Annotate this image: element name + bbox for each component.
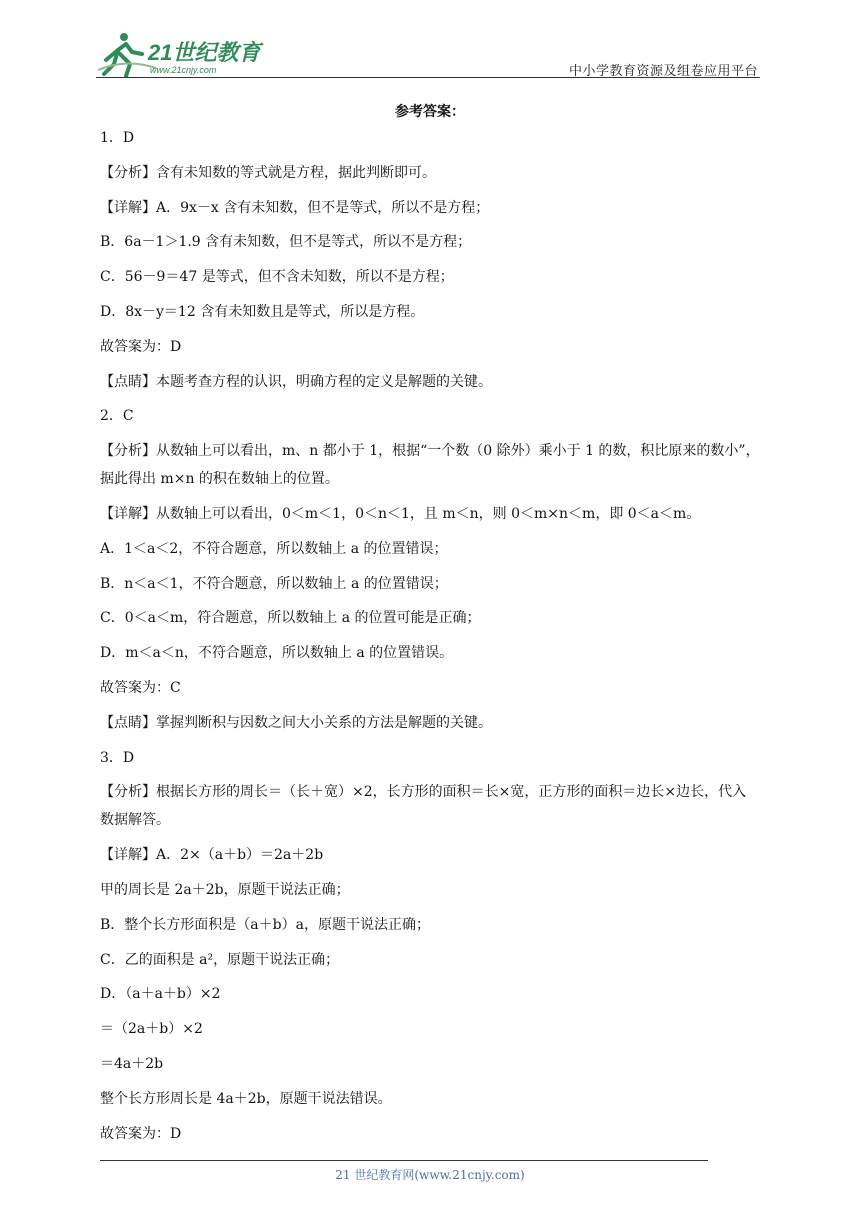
answer-line: 【点睛】掌握判断积与因数之间大小关系的方法是解题的关键。 [100,714,492,731]
answer-line: 故答案为：C [100,679,181,696]
answer-line: D．（a＋a＋b）×2 [100,986,221,1003]
answer-line: 【详解】A．2×（a＋b）＝2a＋2b [100,847,324,864]
logo-url: www.21cnjy.com [150,65,217,75]
answer-line: 【详解】A．9x－x 含有未知数，但不是等式，所以不是方程； [100,199,490,216]
page-footer: 21 世纪教育网(www.21cnjy.com) [335,1168,525,1182]
answer-line: C．乙的面积是 a²，原题干说法正确； [100,951,340,968]
answer-line: C．56－9＝47 是等式，但不含未知数，所以不是方程； [100,269,454,286]
answer-line: 故答案为：D [100,338,182,355]
answer-line: B．6a－1＞1.9 含有未知数，但不是等式，所以不是方程； [100,234,472,251]
answer-line: ＝4a＋2b [100,1055,164,1072]
answer-line: D．8x－y＝12 含有未知数且是等式，所以是方程。 [100,303,425,320]
logo [96,30,266,78]
answer-line: C．0＜a＜m，符合题意，所以数轴上 a 的位置可能是正确； [100,610,481,627]
answer-line: 3．D [100,749,135,766]
header-divider [96,77,760,78]
logo-text: 21世纪教育 [148,40,261,65]
answer-line: B．整个长方形面积是（a＋b）a，原题干说法正确； [100,916,430,933]
answer-line: 【分析】含有未知数的等式就是方程，据此判断即可。 [100,164,436,181]
answer-line: ＝（2a＋b）×2 [100,1021,203,1038]
answer-line: D．m＜a＜n，不符合题意，所以数轴上 a 的位置错误。 [100,645,454,662]
header-platform-name: 中小学教育资源及组卷应用平台 [568,64,758,79]
answer-line: 整个长方形周长是 4a＋2b，原题干说法错误。 [100,1090,392,1107]
answer-line: 故答案为：D [100,1125,182,1142]
page-header [96,30,760,80]
answer-line: 甲的周长是 2a＋2b，原题干说法正确； [100,881,350,898]
page-title: 参考答案： [395,104,465,120]
answer-content [100,124,760,1154]
answer-line: 【点睛】本题考查方程的认识，明确方程的定义是解题的关键。 [100,373,492,390]
answer-line: 【分析】从数轴上可以看出，m、n 都小于 1，根据“一个数（0 除外）乘小于 1 的数，积比原来的数小”，据此得出 m×n 的积在数轴上的位置。 [100,443,760,488]
answer-line: 【分析】根据长方形的周长＝（长＋宽）×2，长方形的面积＝长×宽，正方形的面积＝边长×边长，代入数据解答。 [100,784,747,829]
answer-line: 2．C [100,408,134,425]
answer-line: 1．D [100,130,135,146]
answer-line: 【详解】从数轴上可以看出，0＜m＜1，0＜n＜1，且 m＜n，则 0＜m×n＜m，即 0＜a＜m。 [100,505,701,522]
answer-line: B．n＜a＜1，不符合题意，所以数轴上 a 的位置错误； [100,575,448,592]
answer-line: A．1＜a＜2，不符合题意，所以数轴上 a 的位置错误； [100,540,448,557]
footer-divider [100,1160,708,1161]
